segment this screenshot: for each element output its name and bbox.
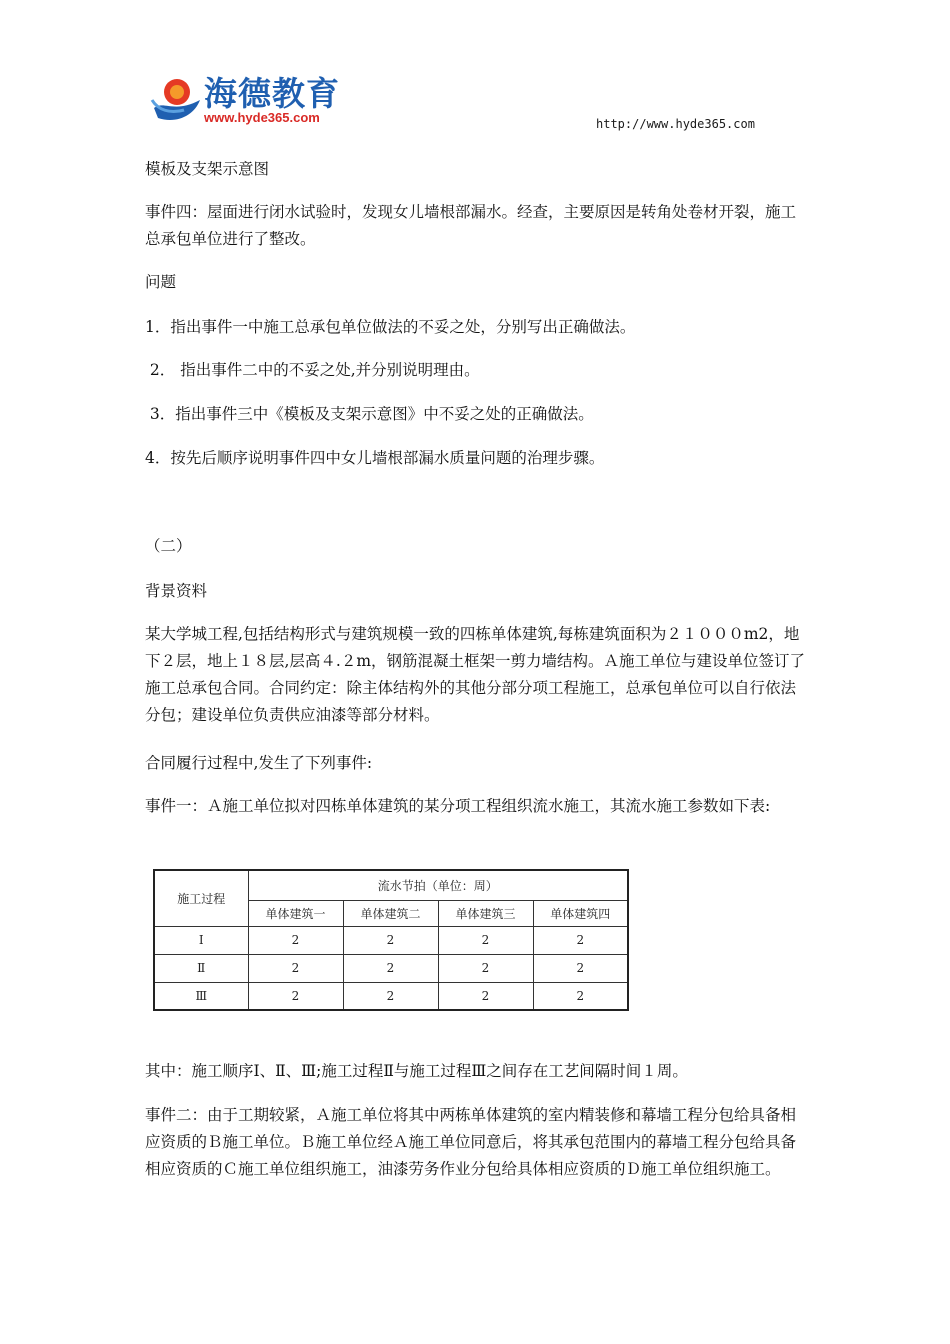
page-header (150, 66, 770, 136)
brand-logo (150, 66, 340, 132)
table-corner-header: 施工过程 (154, 870, 248, 926)
header-link[interactable]: http://www.hyde365.com (596, 117, 755, 131)
event-one-paragraph: 事件一：Ａ施工单位拟对四栋单体建筑的某分项工程组织流水施工，其流水施工参数如下表: (145, 797, 771, 815)
table-cell: 2 (533, 926, 628, 954)
section-number: （二） (145, 537, 192, 555)
logo-text: 海德教育 (204, 74, 340, 113)
sequence-note: 其中：施工顺序Ⅰ、Ⅱ、Ⅲ;施工过程Ⅱ与施工过程Ⅲ之间存在工艺间隔时间１周。 (145, 1062, 688, 1080)
question-4: 4．按先后顺序说明事件四中女儿墙根部漏水质量问题的治理步骤。 (145, 449, 605, 467)
table-cell: 2 (438, 954, 533, 982)
question-1: 1．指出事件一中施工总承包单位做法的不妥之处，分别写出正确做法。 (145, 318, 636, 336)
question-3: 3．指出事件三中《模板及支架示意图》中不妥之处的正确做法。 (145, 405, 594, 423)
figure-caption: 模板及支架示意图 (145, 160, 270, 178)
column-header: 单体建筑一 (248, 900, 343, 926)
event-four-paragraph: 事件四：屋面进行闭水试验时，发现女儿墙根部漏水。经查，主要原因是转角处卷材开裂，施工总承包单位进行了整改。 (145, 203, 797, 248)
question-2: 2． 指出事件二中的不妥之处,并分别说明理由。 (145, 361, 480, 379)
table-cell: 2 (343, 926, 438, 954)
table-row (154, 926, 628, 954)
row-label: Ⅰ (154, 926, 248, 954)
table-row (154, 982, 628, 1010)
table-cell: 2 (248, 926, 343, 954)
table-cell: 2 (248, 982, 343, 1010)
column-header: 单体建筑三 (438, 900, 533, 926)
table-row (154, 954, 628, 982)
table-cell: 2 (438, 926, 533, 954)
column-header: 单体建筑四 (533, 900, 628, 926)
flow-parameter-table (153, 869, 629, 1011)
row-label: Ⅱ (154, 954, 248, 982)
table-cell: 2 (343, 982, 438, 1010)
column-header: 单体建筑二 (343, 900, 438, 926)
table-group-header: 流水节拍（单位：周） (248, 870, 628, 900)
table-cell: 2 (533, 982, 628, 1010)
logo-url: www.hyde365.com (204, 110, 320, 125)
event-two-paragraph: 事件二：由于工期较紧，Ａ施工单位将其中两栋单体建筑的室内精装修和幕墙工程分包给具备相应资质的Ｂ施工单位。Ｂ施工单位经Ａ施工单位同意后，将其承包范围内的幕墙工程分包给具备相应资质的Ｃ施工单位组织施工，油漆劳务作业分包给具体相应资质的Ｄ施工单位组织施工。 (145, 1106, 797, 1178)
row-label: Ⅲ (154, 982, 248, 1010)
table-cell: 2 (533, 954, 628, 982)
table-cell: 2 (343, 954, 438, 982)
table-cell: 2 (248, 954, 343, 982)
table-cell: 2 (438, 982, 533, 1010)
contract-paragraph: 合同履行过程中,发生了下列事件: (145, 754, 373, 772)
background-heading: 背景资料 (145, 582, 208, 600)
logo-emblem-icon (150, 70, 204, 126)
questions-heading: 问题 (145, 273, 177, 291)
background-paragraph: 某大学城工程,包括结构形式与建筑规模一致的四栋单体建筑,每栋建筑面积为２１０００m2，地下２层，地上１８层,层高４.２m，钢筋混凝土框架一剪力墙结构。Ａ施工单位与建设单位签订了施工总承包合同。合同约定：除主体结构外的其他分部分项工程施工，总承包单位可以自行依法分包；建设单位负责供应油漆等部分材料。 (145, 625, 806, 724)
